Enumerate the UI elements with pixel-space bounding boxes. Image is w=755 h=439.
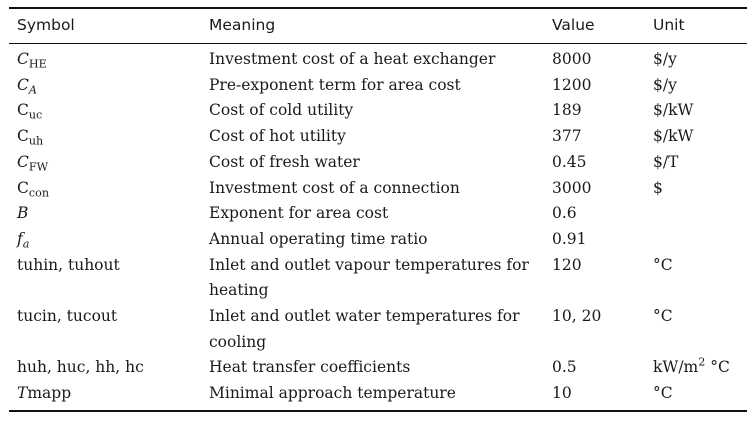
table-row (9, 304, 747, 355)
parameter-table (9, 7, 747, 412)
cell-meaning: Heat transfer coefficients (209, 358, 411, 377)
cell-unit: $/y (653, 50, 677, 68)
cell-unit: °C (653, 307, 673, 326)
table-row (9, 381, 747, 411)
table-row (9, 176, 747, 202)
cell-symbol: $C_{HE}$ (17, 50, 47, 71)
cell-value: 0.91 (552, 229, 587, 248)
cell-symbol: $C_A$ (17, 75, 37, 97)
header-symbol: Symbol (9, 8, 201, 44)
cell-unit: °C (653, 255, 673, 274)
cell-symbol: Tmapp (9, 381, 201, 411)
cell-unit: $ (653, 178, 663, 197)
cell-symbol: $C_{FW}$ (17, 152, 49, 174)
cell-value: 3000 (552, 178, 592, 197)
table-row (9, 201, 747, 227)
header-meaning: Meaning (201, 8, 544, 44)
table-row (9, 124, 747, 150)
cell-unit: $/kW (653, 101, 694, 120)
cell-symbol: $C_{uc}$ (17, 101, 43, 122)
cell-value: 8000 (552, 50, 592, 68)
cell-value: 0.45 (552, 152, 587, 171)
cell-unit: $/T (653, 152, 679, 171)
table-row (9, 355, 747, 381)
cell-meaning: Inlet and outlet vapour temperatures for heating (209, 255, 529, 300)
parameter-table-container (9, 7, 747, 412)
cell-value: 0.5 (552, 358, 577, 377)
table-row (9, 44, 747, 73)
table-row (9, 98, 747, 124)
cell-unit: $/y (653, 75, 677, 94)
table-row (9, 227, 747, 253)
cell-symbol: tuhin, tuhout (17, 255, 120, 274)
cell-unit: $/kW (653, 127, 694, 146)
table-body (9, 44, 747, 411)
table-header (9, 8, 747, 44)
cell-symbol: $f_a$ (17, 229, 30, 251)
cell-meaning: Cost of hot utility (209, 127, 346, 146)
header-row (9, 8, 747, 44)
cell-unit (645, 227, 747, 253)
cell-symbol: tucin, tucout (17, 307, 118, 326)
cell-symbol: $C_{uh}$ (17, 127, 44, 148)
cell-value: 1200 (552, 75, 592, 94)
cell-value: 10, 20 (552, 307, 602, 326)
cell-symbol: $C_{con}$ (17, 178, 50, 199)
table-row (9, 150, 747, 176)
cell-unit: °C (645, 381, 747, 411)
cell-value: 0.6 (552, 204, 577, 223)
table-row (9, 73, 747, 99)
cell-value: 120 (552, 255, 582, 274)
table-row (9, 253, 747, 304)
cell-value: 189 (552, 101, 582, 120)
cell-meaning: Exponent for area cost (209, 204, 389, 223)
header-value: Value (544, 8, 645, 44)
cell-value: 377 (552, 127, 582, 146)
header-unit: Unit (645, 8, 747, 44)
cell-meaning: Cost of fresh water (209, 152, 360, 171)
cell-unit: $kW/m^2$ °C (653, 355, 730, 377)
cell-value: 10 (544, 381, 645, 411)
cell-unit (645, 201, 747, 227)
cell-symbol: B (17, 204, 29, 223)
cell-meaning: Inlet and outlet water temperatures for cooling (209, 307, 520, 351)
cell-meaning: Investment cost of a heat exchanger (209, 50, 496, 68)
cell-meaning: Cost of cold utility (209, 101, 354, 120)
cell-meaning: Annual operating time ratio (209, 229, 428, 248)
cell-meaning: Investment cost of a connection (209, 178, 460, 197)
cell-symbol: huh, huc, hh, hc (17, 358, 144, 377)
cell-meaning: Minimal approach temperature (201, 381, 544, 411)
cell-meaning: Pre-exponent term for area cost (209, 75, 461, 94)
